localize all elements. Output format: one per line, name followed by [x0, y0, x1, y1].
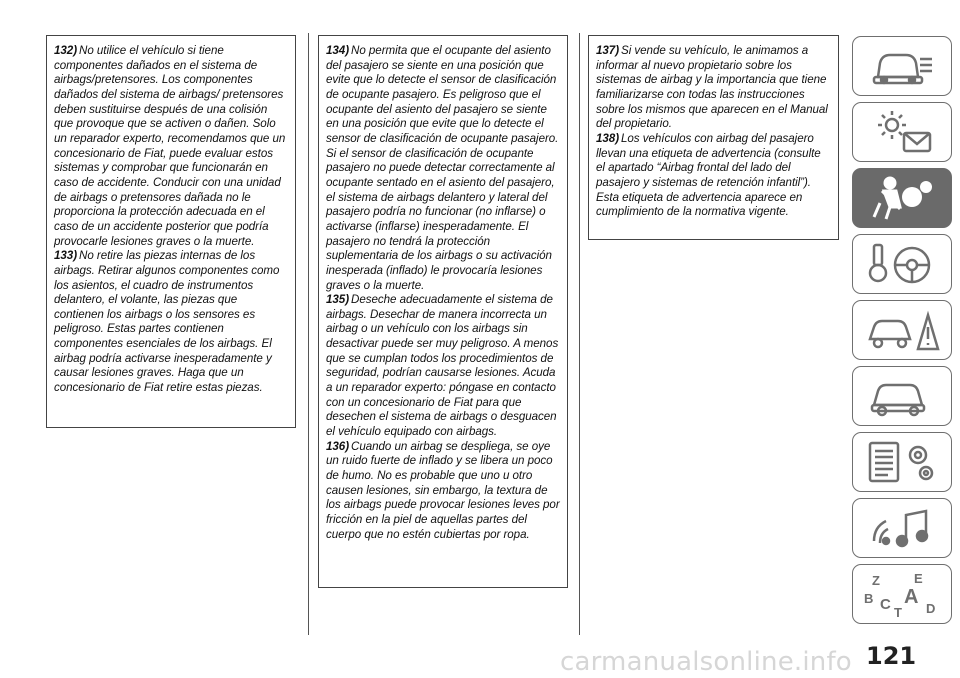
- column-divider: [308, 33, 309, 635]
- warning-text: Cuando un airbag se despliega, se oye un ruido fuerte de inflado y se libera un poco de humo. No es probable que uno u otro causen lesiones, sin embargo, la textura de los airbags puede provocar lesiones leves por fricción en la piel de aquellas partes del cuerpo que no estén cubiertas por ropa.: [326, 439, 560, 541]
- index-letter: C: [880, 596, 891, 613]
- warning-number: 133): [54, 249, 78, 263]
- warning-number: 134): [326, 44, 350, 57]
- warning-box-col3: [588, 35, 839, 240]
- specs-gears-icon: [860, 437, 944, 487]
- warning-paragraph-134: [326, 44, 560, 293]
- key-steering-wheel-icon: [860, 239, 944, 289]
- warning-number: 136): [326, 439, 350, 453]
- warning-text: Si vende su vehículo, le animamos a informar al nuevo propietario sobre los sistemas de airbag y la importancia que tiene familiarizarse con todas las instrucciones sobre los mismos que aparecen en el Manual del propietario.: [596, 44, 828, 131]
- warning-box-col2: [318, 35, 568, 588]
- tab-key-steering[interactable]: [852, 234, 952, 294]
- warning-text: Deseche adecuadamente el sistema de airbags. Desechar de manera incorrecta un airbag o un vehículo con los airbags sin desactivar puede ser muy peligroso. A menos que se cumplan todos los procedimientos de seguridad, podrían causarse lesiones. Acuda a un reparador experto: póngase en contacto con un concesionario de Fiat para que desechen el sistema de airbags o desguacen el vehículo equipado con airbags.: [326, 293, 559, 439]
- tab-emergency[interactable]: [852, 300, 952, 360]
- warning-text: No utilice el vehículo si tiene componentes dañados en el sistema de airbags/pretensores. Los componentes dañados del sistema de airbags/ pretensores deben sustituirse después de una colisión que provoque que se activen o dañen. Solo un reparador experto, recomendamos que un concesionario de Fiat, puede evaluar estos sistemas y comprobar que funcionarán en caso de accidente. Conducir con una unidad de airbags o pretensores dañada no le proporciona la protección adecuada en el caso de un accidente posterior que podría provocarle lesiones graves o la muerte.: [54, 44, 286, 248]
- warning-box-col1: [46, 35, 296, 428]
- warning-lights-icon: [860, 107, 944, 157]
- watermark: carmanualsonline.info: [560, 647, 852, 677]
- tab-service[interactable]: [852, 366, 952, 426]
- warning-paragraph-137: [596, 44, 831, 132]
- tab-car-dashboard[interactable]: [852, 36, 952, 96]
- index-letter: T: [894, 605, 902, 619]
- warning-paragraph-136: [326, 440, 560, 543]
- car-dashboard-icon: [860, 41, 944, 91]
- airbag-seatbelt-icon: [860, 173, 944, 223]
- tab-specs[interactable]: [852, 432, 952, 492]
- index-letter: E: [914, 571, 923, 586]
- multimedia-music-icon: [860, 503, 944, 553]
- tab-airbag-safety[interactable]: [852, 168, 952, 228]
- tab-warning-lights[interactable]: [852, 102, 952, 162]
- column-divider: [579, 33, 580, 635]
- index-letter: B: [864, 591, 874, 606]
- warning-text: No permita que el ocupante del asiento del pasajero se siente en una posición que evite que lo detecte el sensor de clasificación de ocupante pasajero. Es peligroso que el ocupante del asiento del pasajero se siente en una posición que evite que lo detecte el sensor de clasificación de ocupante pasajero. Si el sensor de clasificación de ocupante pasajero no puede detectar correctamente al ocupante sentado en el asiento del pasajero, el sistema de airbags delantero y lateral del pasajero podría no funcionar (no inflarse) o activarse (inflarse) inesperadamente. El pasajero no tendrá la protección suplementaria de los airbags o su activación inesperada (inflado) le provocaría lesiones graves o la muerte.: [326, 44, 559, 292]
- warning-paragraph-132: [54, 44, 288, 249]
- alphabet-index-icon: [860, 569, 944, 619]
- page-number: 121: [866, 642, 917, 670]
- warning-paragraph-135: [326, 293, 560, 440]
- index-letter: Z: [872, 573, 880, 588]
- tab-alphabetical-index[interactable]: [852, 564, 952, 624]
- warning-number: 138): [596, 131, 620, 145]
- tab-multimedia[interactable]: [852, 498, 952, 558]
- warning-text: Los vehículos con airbag del pasajero llevan una etiqueta de advertencia (consulte el apartado “Airbag frontal del lado del pasajero y sistemas de retención infantil”). Esta etiqueta de advertencia aparece en cumplimiento de la normativa vigente.: [596, 131, 821, 219]
- warning-number: 132): [54, 44, 78, 57]
- warning-paragraph-138: [596, 132, 831, 220]
- car-emergency-icon: [860, 305, 944, 355]
- car-service-icon: [860, 371, 944, 421]
- warning-paragraph-133: [54, 249, 288, 396]
- index-letter: A: [904, 586, 919, 608]
- warning-text: No retire las piezas internas de los airbags. Retirar algunos componentes como los asientos, el cuadro de instrumentos delantero, el volante, las piezas que contienen los airbags o los sensores es peligroso. Estas partes contienen componentes esenciales de los airbags. El airbag podría activarse inesperadamente y causar lesiones graves. Haga que un concesionario de Fiat retire estas piezas.: [54, 249, 280, 395]
- warning-number: 135): [326, 293, 350, 307]
- warning-number: 137): [596, 44, 620, 57]
- index-letter: D: [926, 601, 936, 616]
